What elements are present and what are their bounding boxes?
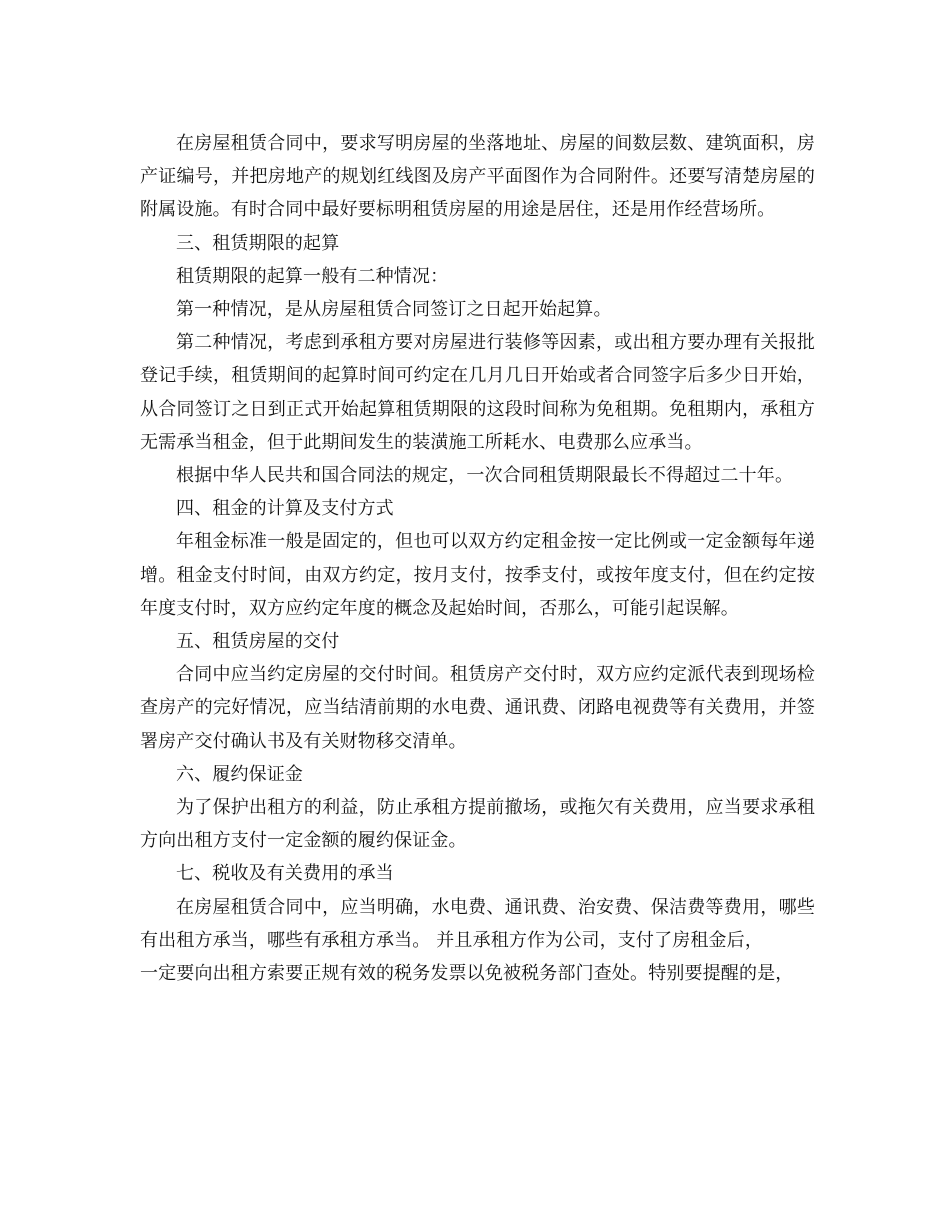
section-heading-taxes-fees: 七、税收及有关费用的承当 xyxy=(176,863,394,885)
paragraph-lease-term-case-two: 第二种情况，考虑到承租方要对房屋进行装修等因素，或出租方要办理有关报批登记手续，租赁期间的起算时间可约定在几月几日开始或者合同签字后多少日开始，从合同签订之日到正式开始起算租赁期限的这段时间称为免租期。免租期内，承租方无需承当租金，但于此期间发生的装潢施工所耗水、电费那么应承当。 xyxy=(140,332,815,453)
section-heading-handover: 五、租赁房屋的交付 xyxy=(176,631,340,653)
paragraph-deposit: 为了保护出租方的利益，防止承租方提前撤场，或拖欠有关费用，应当要求承租方向出租方支付一定金额的履约保证金。 xyxy=(140,797,815,852)
paragraph-rent-payment: 年租金标准一般是固定的，但也可以双方约定租金按一定比例或一定金额每年递增。租金支付时间，由双方约定，按月支付，按季支付，或按年度支付，但在约定按年度支付时，双方应约定年度的概念及起始时间，否那么，可能引起误解。 xyxy=(140,531,815,619)
paragraph-taxes-fees: 在房屋租赁合同中，应当明确，水电费、通讯费、治安费、保洁费等费用，哪些有出租方承当，哪些有承租方承当。 并且承租方作为公司，支付了房租金后， xyxy=(140,896,815,951)
section-heading-deposit: 六、履约保证金 xyxy=(176,763,304,785)
paragraph-lease-term-intro: 租赁期限的起算一般有二种情况： xyxy=(176,265,449,287)
paragraph-taxes-fees-continued: 一定要向出租方索要正规有效的税务发票以免被税务部门查处。特别要提醒的是， xyxy=(140,963,794,985)
section-heading-rent-payment: 四、租金的计算及支付方式 xyxy=(176,498,394,520)
section-heading-lease-term: 三、租赁期限的起算 xyxy=(176,232,340,254)
document-body xyxy=(140,127,815,990)
paragraph-property-description: 在房屋租赁合同中，要求写明房屋的坐落地址、房屋的间数层数、建筑面积，房产证编号，并把房地产的规划红线图及房产平面图作为合同附件。还要写清楚房屋的附属设施。有时合同中最好要标明租赁房屋的用途是居住，还是用作经营场所。 xyxy=(140,133,815,221)
paragraph-lease-term-limit: 根据中华人民共和国合同法的规定，一次合同租赁期限最长不得超过二十年。 xyxy=(176,465,794,487)
paragraph-lease-term-case-one: 第一种情况，是从房屋租赁合同签订之日起开始起算。 xyxy=(176,299,612,321)
paragraph-handover: 合同中应当约定房屋的交付时间。租赁房产交付时，双方应约定派代表到现场检查房产的完好情况，应当结清前期的水电费、通讯费、闭路电视费等有关费用，并签署房产交付确认书及有关财物移交清单。 xyxy=(140,664,815,752)
